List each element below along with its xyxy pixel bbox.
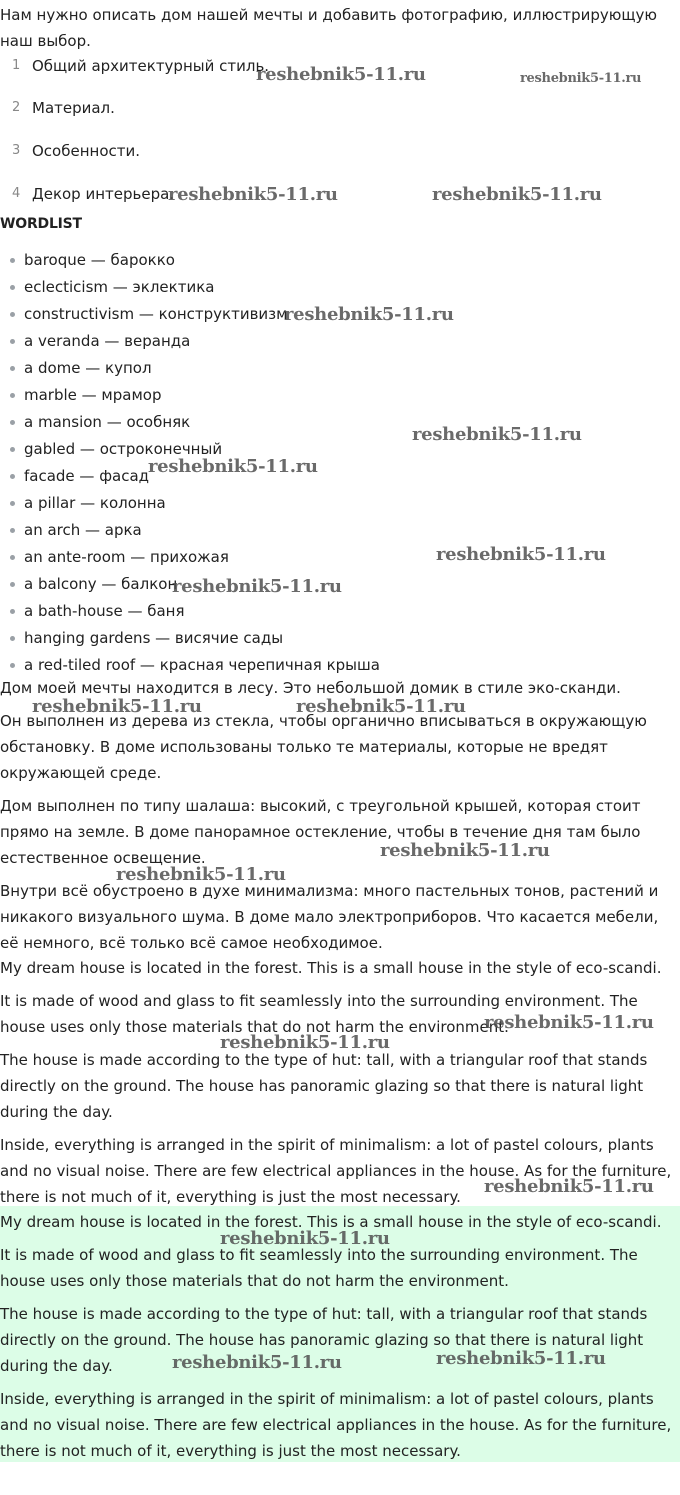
watermark: reshebnik5-11.ru [256,64,426,85]
russian-paragraph: Дом моей мечты находится в лесу. Это небольшой домик в стиле эко-сканди. [0,679,621,697]
bullet-icon [10,366,15,371]
watermark: reshebnik5-11.ru [484,1012,654,1033]
watermark: reshebnik5-11.ru [220,1032,390,1053]
task-text: Декор интерьера. [32,185,175,203]
russian-paragraph: Внутри всё обустроено в духе минимализма: много пастельных тонов, растений и никакого визуального шума. В доме мало электроприборов. Что касается мебели, её немного, всё только всё самое необходимое. [0,882,659,952]
bullet-icon [10,258,15,263]
russian-paragraph: Он выполнен из дерева из стекла, чтобы органично вписываться в окружающую обстановку. В доме использованы только те материалы, которые не вредят окружающей среде. [0,712,647,782]
watermark: reshebnik5-11.ru [520,71,642,86]
highlighted-paragraph: Inside, everything is arranged in the spirit of minimalism: a lot of pastel colours, plants and no visual noise. There are few electrical appliances in the house. As for the furniture, there is not much of it, everything is just the most necessary. [0,1390,672,1460]
watermark: reshebnik5-11.ru [172,1352,342,1373]
task-text: Материал. [32,99,115,117]
watermark: reshebnik5-11.ru [148,456,318,477]
watermark: reshebnik5-11.ru [380,840,550,861]
bullet-icon [10,582,15,587]
bullet-icon [10,663,15,668]
english-paragraph: The house is made according to the type of hut: tall, with a triangular roof that stands directly on the ground. The house has panoramic glazing so that there is natural light during the day. [0,1051,648,1121]
watermark: reshebnik5-11.ru [220,1228,390,1249]
bullet-icon [10,501,15,506]
bullet-icon [10,312,15,317]
task-number: 2 [12,100,21,115]
task-number: 3 [12,143,21,158]
english-paragraph: It is made of wood and glass to fit seamlessly into the surrounding environment. The house uses only those materials that do not harm the environment. [0,992,638,1036]
watermark: reshebnik5-11.ru [436,544,606,565]
task-number: 4 [12,186,21,201]
bullet-icon [10,636,15,641]
watermark: reshebnik5-11.ru [484,1176,654,1197]
watermark: reshebnik5-11.ru [116,864,286,885]
bullet-icon [10,447,15,452]
task-text: Особенности. [32,142,141,160]
watermark: reshebnik5-11.ru [32,696,202,717]
bullet-icon [10,609,15,614]
task-text: Общий архитектурный стиль. [32,57,270,75]
bullet-icon [10,420,15,425]
highlighted-paragraph: It is made of wood and glass to fit seamlessly into the surrounding environment. The house uses only those materials that do not harm the environment. [0,1246,638,1290]
bullet-icon [10,528,15,533]
intro-text: Нам нужно описать дом нашей мечты и добавить фотографию, иллюстрирующую наш выбор. [0,6,658,50]
watermark: reshebnik5-11.ru [436,1348,606,1369]
wordlist-title: WORDLIST [0,216,82,232]
russian-paragraph: Дом выполнен по типу шалаша: высокий, с треугольной крышей, которая стоит прямо на земле. В доме панорамное остекление, чтобы в течение дня там было естественное освещение. [0,797,641,867]
task-number: 1 [12,58,21,73]
bullet-icon [10,285,15,290]
bullet-icon [10,474,15,479]
english-paragraph: My dream house is located in the forest. This is a small house in the style of eco-scandi. [0,959,662,977]
watermark: reshebnik5-11.ru [284,304,454,325]
watermark: reshebnik5-11.ru [412,424,582,445]
english-paragraph: Inside, everything is arranged in the spirit of minimalism: a lot of pastel colours, plants and no visual noise. There are few electrical appliances in the house. As for the furniture, there is not much of it, everything is just the most necessary. [0,1136,672,1206]
bullet-icon [10,339,15,344]
watermark: reshebnik5-11.ru [432,184,602,205]
watermark: reshebnik5-11.ru [296,696,466,717]
watermark: reshebnik5-11.ru [172,576,342,597]
highlighted-paragraph: My dream house is located in the forest. This is a small house in the style of eco-scandi. [0,1213,662,1231]
watermark: reshebnik5-11.ru [168,184,338,205]
highlighted-paragraph: The house is made according to the type of hut: tall, with a triangular roof that stands directly on the ground. The house has panoramic glazing so that there is natural light during the day. [0,1305,648,1375]
bullet-icon [10,555,15,560]
bullet-icon [10,393,15,398]
